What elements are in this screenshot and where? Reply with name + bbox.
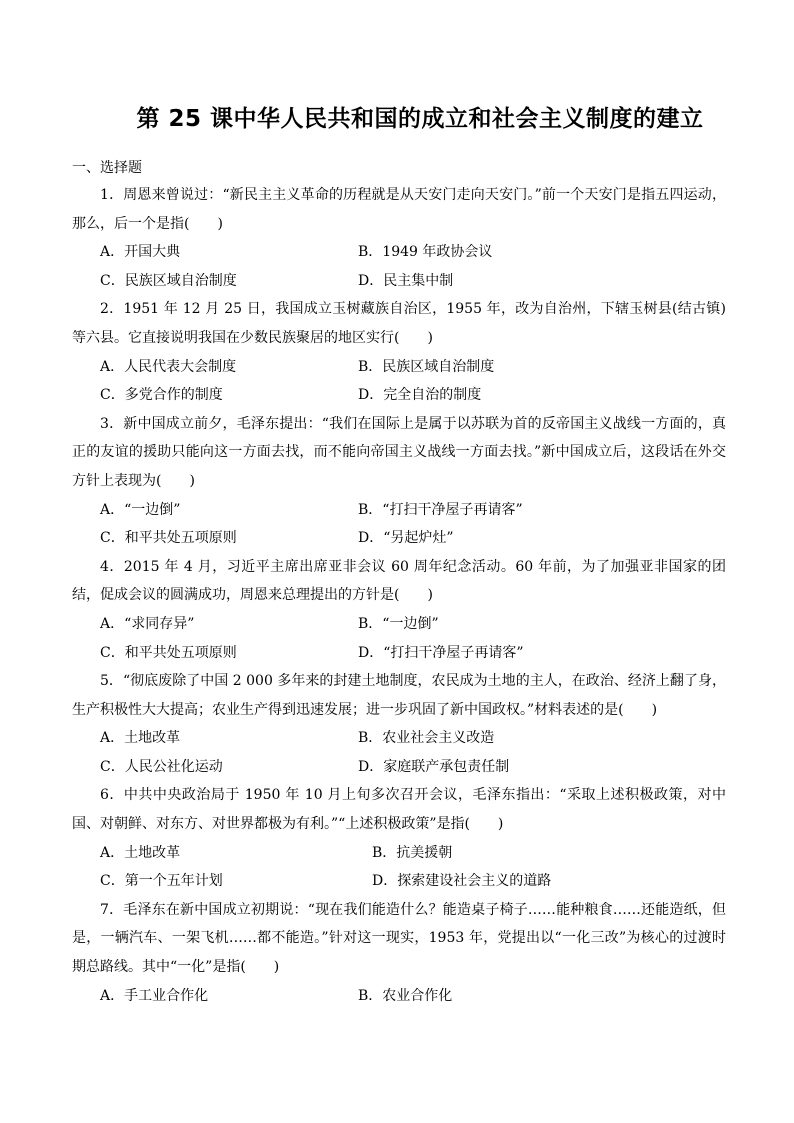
option-a: A．手工业合作化 [100,987,209,1004]
question-4 [72,553,726,667]
option-grid [72,724,726,781]
option-grid [72,238,726,295]
option-grid [72,839,726,896]
option-a: A．“一边倒” [100,501,181,518]
question-stem: 7．毛泽东在新中国成立初期说：“现在我们能造什么？能造桌子椅子……能种粮食……还能造纸，但是，一辆汽车、一架飞机……都不能造。”针对这一现实，1953 年，党提出以“一化三改”为核心的过渡时期总路线。其中“一化”是指( ) [72,901,726,976]
question-1 [72,181,726,295]
question-stem: 2．1951 年 12 月 25 日，我国成立玉树藏族自治区，1955 年，改为自治州，下辖玉树县(结古镇)等六县。它直接说明我国在少数民族聚居的地区实行( ) [72,301,726,346]
question-3 [72,410,726,553]
option-d: D．“打扫干净屋子再请客” [358,644,524,661]
question-stem: 1．周恩来曾说过：“新民主主义革命的历程就是从天安门走向天安门。”前一个天安门是指五四运动，那么，后一个是指( ) [72,187,726,232]
option-a: A．人民代表大会制度 [100,358,237,375]
option-c: C．和平共处五项原则 [100,530,237,547]
option-a: A．土地改革 [100,844,181,861]
option-grid [72,982,726,1011]
option-d: D．完全自治的制度 [358,387,482,404]
option-a: A．“求同存异” [100,615,195,632]
option-b: B．农业社会主义改造 [358,730,495,747]
question-2 [72,295,726,409]
option-c: C．和平共处五项原则 [100,644,237,661]
option-c: C．第一个五年计划 [100,873,223,890]
option-c: C．人民公社化运动 [100,758,223,775]
option-d: D．“另起炉灶” [358,530,454,547]
option-b: B．“打扫干净屋子再请客” [358,501,523,518]
option-a: A．土地改革 [100,730,181,747]
option-c: C．民族区域自治制度 [100,272,237,289]
option-d: D．探索建设社会主义的道路 [372,873,552,890]
option-d: D．民主集中制 [358,272,454,289]
section-heading: 一、选择题 [72,160,142,176]
option-b: B．抗美援朝 [372,844,453,861]
option-d: D．家庭联产承包责任制 [358,758,510,775]
page-title: 第 25 课中华人民共和国的成立和社会主义制度的建立 [136,106,704,132]
option-b: B．民族区域自治制度 [358,358,495,375]
option-grid [72,610,726,667]
option-grid [72,353,726,410]
question-list [72,181,726,1010]
option-a: A．开国大典 [100,244,181,261]
question-stem: 3．新中国成立前夕，毛泽东提出：“我们在国际上是属于以苏联为首的反帝国主义战线一方面的，真正的友谊的援助只能向这一方面去找，而不能向帝国主义战线一方面去找。”新中国成立后，这段话在外交方针上表现为( ) [72,415,726,489]
question-stem: 5．“彻底废除了中国 2 000 多年来的封建土地制度，农民成为土地的主人，在政治、经济上翻了身，生产积极性大大提高；农业生产得到迅速发展；进一步巩固了新中国政权。”材料表述的是( ) [72,673,726,718]
option-b: B．1949 年政协会议 [358,244,493,261]
question-7 [72,896,726,1010]
question-stem: 4．2015 年 4 月，习近平主席出席亚非会议 60 周年纪念活动。60 年前，为了加强亚非国家的团结，促成会议的圆满成功，周恩来总理提出的方针是( ) [72,558,726,604]
question-5 [72,667,726,781]
question-stem: 6．中共中央政治局于 1950 年 10 月上旬多次召开会议，毛泽东指出：“采取上述积极政策，对中国、对朝鲜、对东方、对世界都极为有利。”“上述积极政策”是指( ) [72,787,726,833]
option-b: B．“一边倒” [358,615,439,632]
option-grid [72,496,726,553]
option-c: C．多党合作的制度 [100,387,223,404]
option-b: B．农业合作化 [358,987,453,1004]
question-6 [72,781,726,895]
